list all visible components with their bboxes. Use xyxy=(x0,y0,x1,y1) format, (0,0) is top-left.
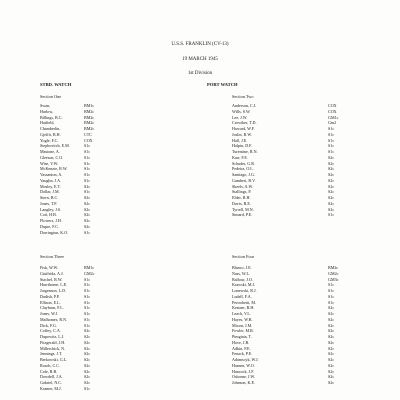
sailor-rate: S2c xyxy=(328,200,335,206)
sailor-rate: S2c xyxy=(328,322,335,328)
sailor-name: Gambert, B.V. xyxy=(232,177,256,183)
sailor-rate: S2c xyxy=(84,183,91,189)
sailor-name: Hansen, W.O. xyxy=(232,362,255,368)
port-watch-heading: PORT WATCH xyxy=(207,82,238,87)
sailor-rate: S2c xyxy=(328,339,335,345)
sailor-rate: S2c xyxy=(328,311,335,316)
sailor-name: Coffey, C.A. xyxy=(40,328,61,334)
sailor-name: Dupowitz, L.J. xyxy=(40,334,65,339)
sailor-rate: CTC xyxy=(84,131,92,137)
sailor-name: Blanco, J.E. xyxy=(232,265,252,270)
sailor-name: Wills, S.W. xyxy=(232,108,251,114)
sailor-rate: BM2c xyxy=(84,114,95,120)
sailor-name: Krawski, M.J. xyxy=(232,282,256,288)
document-date: 19 MARCH 1945 xyxy=(182,57,218,62)
section-two-title: Section Two xyxy=(232,94,254,99)
section-three-title: Section Three xyxy=(40,254,64,259)
sailor-name: Malhomes, R.N. xyxy=(40,316,68,322)
sailor-name: Billings, B.C. xyxy=(40,114,63,120)
sailor-rate: S2c xyxy=(328,345,335,351)
sailor-name: Kramer, M.J. xyxy=(40,385,62,391)
sailor-name: Vaughn, J.A. xyxy=(40,177,62,183)
sailor-name: Cott, H.B. xyxy=(40,212,57,218)
sailor-rate: COX xyxy=(328,103,337,108)
roster-row xyxy=(232,380,346,386)
sailor-name: Dick, F.G. xyxy=(40,322,57,328)
sailor-name: Jones, W.J. xyxy=(40,311,59,316)
sailor-name: Balfour, J.O. xyxy=(232,276,253,282)
sailor-name: Lee, J.W. xyxy=(232,114,248,120)
sailor-rate: S1c xyxy=(84,154,91,160)
sailor-name: Ludell, F.A. xyxy=(232,293,252,299)
sailor-name: Kestner, R.H. xyxy=(232,305,255,311)
sailor-rate: COX xyxy=(328,108,337,114)
sailor-name: Hawthorne, L.E. xyxy=(40,282,68,288)
sailor-rate: S2c xyxy=(84,357,91,362)
sailor-rate: S2c xyxy=(328,172,335,177)
sailor-rate: S2c xyxy=(84,374,91,380)
sailor-rate: S2c xyxy=(328,305,335,311)
sailor-name: Simard, P.E. xyxy=(232,212,253,218)
sailor-name: Hove, J.B. xyxy=(232,339,250,345)
sailor-name: Harlow, xyxy=(40,108,54,114)
section-four-title: Section Four xyxy=(232,254,255,259)
sailor-rate: S2c xyxy=(84,362,91,368)
sailor-rate: S1c xyxy=(328,131,335,137)
sailor-rate: S1c xyxy=(328,212,335,218)
sailor-rate: S1c xyxy=(84,288,91,293)
sailor-name: Gabriel, N.C. xyxy=(40,380,63,385)
sailor-rate: S2c xyxy=(328,362,335,368)
sailor-rate: S1c xyxy=(84,293,91,299)
ship-title: U.S.S. FRANKLIN (CV-13) xyxy=(171,42,229,47)
sailor-rate: BM2c xyxy=(84,126,95,131)
sailor-rate: S2c xyxy=(84,368,91,374)
sailor-rate: S1c xyxy=(84,316,91,322)
sailor-rate: S1c xyxy=(328,126,335,131)
sailor-name: Clayburn, F.L. xyxy=(40,305,64,311)
sailor-name: Dollar, J.M. xyxy=(40,189,60,195)
sailor-rate: BM1c xyxy=(84,265,95,270)
sailor-name: Wise, V.W. xyxy=(40,160,59,166)
sailor-name: Santiago, J.G. xyxy=(232,172,255,177)
sailor-rate: S1c xyxy=(84,172,91,177)
sailor-rate: S2c xyxy=(328,316,335,322)
sailor-rate: S2c xyxy=(328,328,335,334)
sailor-rate: S2c xyxy=(328,183,335,189)
sailor-name: Howard, W.F. xyxy=(232,126,255,131)
sailor-rate: S1c xyxy=(84,166,91,172)
sailor-rate: S2c xyxy=(328,368,335,374)
sailor-rate: S1c xyxy=(328,282,335,288)
sailor-name: Adkin, P.E. xyxy=(232,345,251,351)
sailor-name: Lonewski, R.J. xyxy=(232,288,257,293)
sailor-rate: S2c xyxy=(328,189,335,195)
sailor-rate: S1c xyxy=(84,305,91,311)
sailor-name: Gjeffit, B.H. xyxy=(40,131,61,137)
sailor-name: Pertrobetti, M. xyxy=(232,299,256,305)
sailor-rate: S1c xyxy=(328,137,335,143)
roster-row xyxy=(40,386,102,392)
sailor-rate: S2c xyxy=(84,351,91,357)
sailor-name: Stallings, P. xyxy=(232,189,252,195)
sailor-name: Leach, V.L. xyxy=(232,311,251,316)
sailor-rate: S2c xyxy=(84,200,91,206)
sailor-name: McKenzie, R.W. xyxy=(40,166,68,172)
sailor-rate: S1c xyxy=(328,293,335,299)
sailor-name: Hall, J.E. xyxy=(232,137,248,143)
sailor-rate: S2c xyxy=(328,177,335,183)
sailor-name: Giuffrida, A.J. xyxy=(40,270,64,276)
sailor-rate: S2c xyxy=(84,334,91,339)
sailor-name: Dudish, P.P. xyxy=(40,293,60,299)
sailor-rate: S1c xyxy=(84,311,91,316)
sailor-rate: S1c xyxy=(84,299,91,305)
sailor-name: Berkowski, G.L. xyxy=(40,357,68,362)
sailor-rate: COX xyxy=(84,137,93,143)
sailor-name: Gleeson, C.O. xyxy=(40,154,64,160)
sailor-rate: S2c xyxy=(84,328,91,334)
sailor-name: Fenack, P.E. xyxy=(232,351,253,357)
sailor-name: Jennings, J.T. xyxy=(40,351,63,357)
sailor-rate: S2c xyxy=(84,345,91,351)
sailor-name: Cole, R.B. xyxy=(40,368,58,374)
sailor-rate: S1c xyxy=(328,149,335,154)
sailor-rate: S2c xyxy=(328,351,335,357)
sailor-name: Mastone, A. xyxy=(40,149,60,154)
sailor-rate: S1c xyxy=(328,299,335,305)
sailor-rate: BM2c xyxy=(84,108,95,114)
sailor-name: Millerchick, N. xyxy=(40,345,66,351)
sailor-rate: S2c xyxy=(84,218,91,223)
sailor-name: Jones, T.F. xyxy=(40,200,58,206)
sailor-name: Hayes, W.B. xyxy=(232,316,253,322)
sailor-name: Elder, R.H. xyxy=(232,195,251,200)
sailor-name: Chamberlin, xyxy=(40,126,61,131)
sailor-name: Yogle, F.C. xyxy=(40,137,59,143)
sailor-rate: S1c xyxy=(84,385,91,391)
sailor-name: Hancock, J.F. xyxy=(232,368,255,374)
starboard-watch-heading: STBD. WATCH xyxy=(40,82,72,87)
roster-row xyxy=(232,212,346,218)
sailor-rate: S2c xyxy=(84,212,91,218)
section-one-title: Section One xyxy=(40,94,62,99)
sailor-name: Pedeira, O.L. xyxy=(232,166,254,172)
sailor-rate: S2c xyxy=(328,334,335,339)
sailor-name: Swan, xyxy=(40,103,51,108)
sailor-rate: S2c xyxy=(84,223,91,229)
sailor-rate: S2c xyxy=(328,160,335,166)
sailor-rate: S1c xyxy=(84,322,91,328)
sailor-name: Osborne, J.W. xyxy=(232,374,256,380)
sailor-rate: S2c xyxy=(84,380,91,385)
section-four-list xyxy=(232,265,346,386)
sailor-rate: S2c xyxy=(328,166,335,172)
sailor-rate: GM2c xyxy=(328,270,339,276)
sailor-rate: S1c xyxy=(84,143,91,149)
sailor-name: Stern, B.C. xyxy=(40,195,59,200)
sailor-name: Fowler, M.R. xyxy=(232,328,254,334)
sailor-name: Schuder, G.R. xyxy=(232,160,256,166)
sailor-name: Karr, F.E. xyxy=(232,154,248,160)
sailor-name: Halpin, D.F. xyxy=(232,143,253,149)
sailor-name: Flowers, J.H. xyxy=(40,218,62,223)
sailor-name: Pimgiata, T. xyxy=(232,334,252,339)
sailor-name: Turentine, R.N. xyxy=(232,149,258,154)
sailor-name: Mixon, J.M. xyxy=(232,322,253,328)
sailor-name: Stephovitch, E.M. xyxy=(40,143,70,149)
sailor-name: Davis, R.E. xyxy=(232,200,251,206)
sailor-name: Jorgenson, L.D. xyxy=(40,288,67,293)
sailor-rate: GM1c xyxy=(328,114,339,120)
sailor-rate: S2c xyxy=(84,206,91,212)
sailor-rate: S1c xyxy=(328,143,335,149)
sailor-rate: S2c xyxy=(328,374,335,380)
sailor-rate: GM2c xyxy=(84,270,95,276)
sailor-name: Mosley, E.T. xyxy=(40,183,61,189)
roster-row xyxy=(40,230,102,236)
sailor-name: Langley, J.S. xyxy=(40,206,62,212)
sailor-rate: S2c xyxy=(328,206,335,212)
sailor-name: Fitzgerald, J.H. xyxy=(40,339,66,345)
sailor-rate: GM3c xyxy=(328,276,339,282)
sailor-name: Roach, C.C. xyxy=(40,362,61,368)
sailor-name: Adamscyk, W.J. xyxy=(232,357,259,362)
sailor-name: Hatfield, xyxy=(40,120,55,126)
sailor-rate: S1c xyxy=(328,288,335,293)
sailor-name: Johnson, K.E. xyxy=(232,380,255,385)
sailor-rate: S2c xyxy=(328,357,335,362)
sailor-rate: S2c xyxy=(328,195,335,200)
sailor-rate: BM1c xyxy=(84,103,95,108)
sailor-name: Crowther, T.D. xyxy=(232,120,257,126)
sailor-name: Vassanton, A. xyxy=(40,172,63,177)
sailor-name: Stachel, R.W. xyxy=(40,276,63,282)
division-label: 1st Division xyxy=(187,71,213,76)
sailor-rate: S1c xyxy=(84,149,91,154)
section-three-list xyxy=(40,265,102,392)
sailor-rate: Gm2 xyxy=(328,120,337,126)
sailor-name: Anderson, C.J. xyxy=(232,103,257,108)
sailor-rate: S2c xyxy=(84,195,91,200)
sailor-name: Ellison, E.L. xyxy=(40,299,61,305)
sailor-name: Dowdell, J.A. xyxy=(40,374,63,380)
sailor-rate: S1c xyxy=(84,160,91,166)
sailor-rate: S1c xyxy=(84,177,91,183)
sailor-rate: S2c xyxy=(328,154,335,160)
sailor-name: Skeels, A.W. xyxy=(232,183,253,189)
sailor-name: Dorrington, K.O. xyxy=(40,229,69,235)
sailor-rate: BM2c xyxy=(328,265,339,270)
sailor-rate: S1c xyxy=(84,189,91,195)
sailor-name: Fisk, W.W. xyxy=(40,265,59,270)
section-two-list xyxy=(232,103,346,218)
sailor-rate: S1c xyxy=(84,229,91,235)
sailor-rate: S2c xyxy=(84,339,91,345)
sailor-name: Joslin, R.W. xyxy=(232,131,252,137)
sailor-rate: BM2c xyxy=(84,120,95,126)
sailor-name: Nass, W.L. xyxy=(232,270,250,276)
section-one-list xyxy=(40,103,102,235)
sailor-name: Dupre, F.C. xyxy=(40,223,60,229)
sailor-rate: S1c xyxy=(84,282,91,288)
sailor-rate: S2c xyxy=(328,380,335,385)
sailor-rate: S1c xyxy=(84,276,91,282)
sailor-name: Tyrrell, M.N. xyxy=(232,206,254,212)
